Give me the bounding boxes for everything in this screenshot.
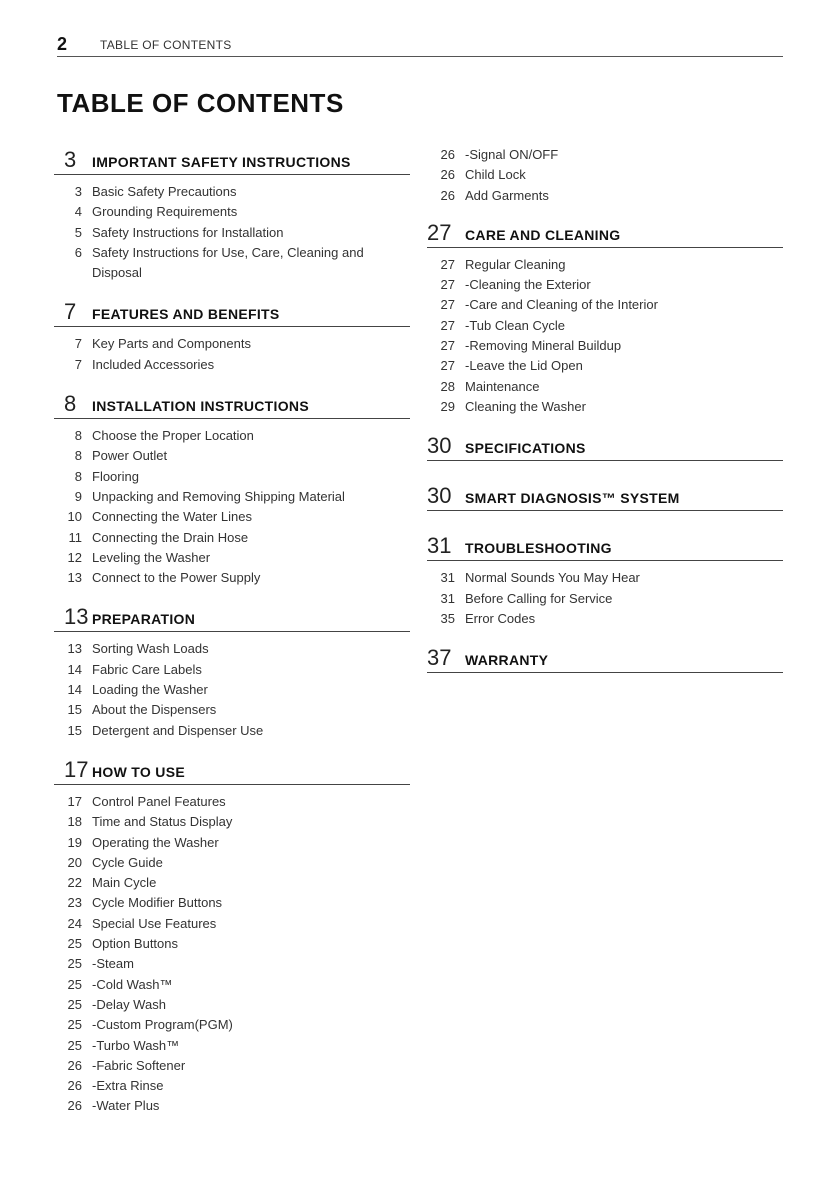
toc-entry-page: 26 bbox=[440, 147, 455, 162]
toc-entry[interactable] bbox=[54, 467, 410, 487]
toc-section bbox=[54, 757, 410, 1117]
toc-entry[interactable] bbox=[54, 812, 410, 832]
toc-entry[interactable] bbox=[54, 568, 410, 588]
toc-entry-page: 26 bbox=[67, 1078, 82, 1094]
toc-entry-title: Time and Status Display bbox=[92, 814, 233, 830]
toc-entry-title: Maintenance bbox=[465, 378, 540, 394]
toc-entry[interactable] bbox=[54, 995, 410, 1015]
toc-entry-page: 27 bbox=[440, 317, 455, 333]
toc-section-heading[interactable] bbox=[54, 604, 410, 632]
toc-section bbox=[54, 299, 410, 375]
toc-entry-page: 20 bbox=[67, 854, 82, 870]
toc-entry[interactable] bbox=[54, 446, 410, 466]
toc-entry-page: 13 bbox=[67, 570, 82, 586]
toc-section bbox=[427, 220, 783, 417]
toc-entry-page: 26 bbox=[67, 1057, 82, 1073]
toc-entry-title: -Leave the Lid Open bbox=[465, 358, 583, 374]
toc-entry-title: -Custom Program(PGM) bbox=[92, 1017, 233, 1033]
toc-entry-title: -Tub Clean Cycle bbox=[465, 317, 565, 333]
toc-entry-page: 8 bbox=[74, 428, 82, 444]
toc-entry[interactable] bbox=[427, 336, 783, 356]
toc-entry[interactable] bbox=[54, 1096, 410, 1116]
toc-entry[interactable] bbox=[54, 914, 410, 934]
toc-section-heading[interactable] bbox=[427, 645, 783, 673]
toc-entry-page: 25 bbox=[67, 976, 82, 992]
toc-entry-page: 6 bbox=[74, 244, 82, 260]
toc-entry-page: 8 bbox=[74, 468, 82, 484]
toc-entry-title: Before Calling for Service bbox=[465, 590, 613, 606]
toc-entry[interactable] bbox=[427, 186, 783, 206]
running-title: TABLE OF CONTENTS bbox=[100, 38, 232, 52]
toc-section bbox=[427, 645, 783, 673]
toc-entry-title: -Steam bbox=[92, 956, 134, 972]
toc-section bbox=[427, 483, 783, 511]
toc-section-heading[interactable] bbox=[54, 147, 410, 175]
toc-entry-page: 25 bbox=[67, 956, 82, 972]
toc-entry[interactable] bbox=[427, 356, 783, 376]
toc-entry-page: 23 bbox=[67, 895, 82, 911]
toc-entry-page: 27 bbox=[440, 256, 455, 272]
toc-entry[interactable] bbox=[54, 426, 410, 446]
toc-entry-page: 14 bbox=[67, 661, 82, 677]
toc-entry-page: 7 bbox=[74, 336, 82, 352]
toc-entry[interactable] bbox=[427, 295, 783, 315]
toc-section-heading[interactable] bbox=[427, 220, 783, 248]
toc-entry-title: Cleaning the Washer bbox=[465, 398, 586, 414]
toc-entry-page: 7 bbox=[74, 356, 82, 372]
toc-entry[interactable] bbox=[54, 954, 410, 974]
toc-section-title: CARE AND CLEANING bbox=[465, 226, 621, 243]
toc-entry-page: 22 bbox=[67, 875, 82, 891]
toc-entry[interactable] bbox=[54, 1076, 410, 1096]
toc-entry-title: -Removing Mineral Buildup bbox=[465, 338, 622, 354]
toc-entry[interactable] bbox=[54, 355, 410, 375]
toc-entry-title: Connecting the Drain Hose bbox=[92, 529, 249, 545]
toc-entry-title: Option Buttons bbox=[92, 936, 178, 952]
toc-left-column bbox=[54, 147, 410, 1133]
toc-section bbox=[54, 604, 410, 740]
toc-section-title: IMPORTANT SAFETY INSTRUCTIONS bbox=[92, 154, 351, 170]
toc-entry-page: 14 bbox=[67, 682, 82, 698]
toc-entry-title: Connect to the Power Supply bbox=[92, 570, 261, 586]
toc-entry-title: Special Use Features bbox=[92, 915, 217, 931]
toc-entry-page: 31 bbox=[440, 570, 455, 586]
toc-section-title: PREPARATION bbox=[92, 611, 196, 628]
toc-entry[interactable] bbox=[54, 223, 410, 243]
toc-entry-title: Fabric Care Labels bbox=[92, 661, 202, 677]
toc-entry-page: 18 bbox=[67, 814, 82, 830]
toc-section bbox=[54, 147, 410, 283]
toc-section-title: INSTALLATION INSTRUCTIONS bbox=[92, 398, 309, 415]
toc-entry[interactable] bbox=[54, 487, 410, 507]
toc-entry[interactable] bbox=[427, 316, 783, 336]
toc-entry-page: 19 bbox=[67, 834, 82, 850]
toc-section-heading[interactable] bbox=[54, 299, 410, 327]
toc-section-page: 7 bbox=[64, 299, 77, 325]
toc-entry-page: 12 bbox=[67, 549, 82, 565]
toc-entry-page: 31 bbox=[440, 590, 455, 606]
toc-entry-title: -Delay Wash bbox=[92, 996, 166, 1012]
toc-section-page: 3 bbox=[64, 147, 77, 172]
toc-entry-title: Operating the Washer bbox=[92, 834, 219, 850]
toc-entry-title: Add Garments bbox=[465, 187, 549, 203]
toc-section-page: 8 bbox=[64, 391, 77, 417]
toc-entry-page: 3 bbox=[74, 184, 82, 199]
toc-entry-title: -Signal ON/OFF bbox=[465, 147, 559, 162]
toc-section-heading[interactable] bbox=[427, 433, 783, 461]
toc-entry[interactable] bbox=[54, 182, 410, 202]
toc-section-page: 37 bbox=[427, 645, 452, 671]
toc-entry[interactable] bbox=[427, 255, 783, 275]
toc-entry-title: About the Dispensers bbox=[92, 702, 217, 718]
toc-entry[interactable] bbox=[54, 792, 410, 812]
toc-entry-page: 27 bbox=[440, 338, 455, 354]
toc-entry-page: 25 bbox=[67, 936, 82, 952]
toc-entry-title: Unpacking and Removing Shipping Material bbox=[92, 488, 345, 504]
toc-entry-page: 10 bbox=[67, 509, 82, 525]
toc-entry[interactable] bbox=[54, 548, 410, 568]
toc-entry[interactable] bbox=[54, 680, 410, 700]
toc-entry-title: Cycle Guide bbox=[92, 854, 163, 870]
toc-entry[interactable] bbox=[54, 721, 410, 741]
toc-entry-title: -Care and Cleaning of the Interior bbox=[465, 297, 658, 313]
toc-section-title: SPECIFICATIONS bbox=[465, 440, 586, 457]
toc-entry-page: 25 bbox=[67, 1037, 82, 1053]
toc-entry[interactable] bbox=[427, 145, 783, 165]
toc-entry[interactable] bbox=[427, 275, 783, 295]
toc-entry-title: Detergent and Dispenser Use bbox=[92, 722, 264, 738]
toc-entry-title: Grounding Requirements bbox=[92, 204, 238, 220]
toc-entry-page: 26 bbox=[67, 1098, 82, 1114]
toc-entry-title: Basic Safety Precautions bbox=[92, 184, 237, 199]
toc-section-heading[interactable] bbox=[427, 483, 783, 511]
toc-entry-page: 15 bbox=[67, 702, 82, 718]
toc-entry-title: -Water Plus bbox=[92, 1098, 160, 1114]
toc-entry[interactable] bbox=[427, 165, 783, 185]
toc-entry[interactable] bbox=[54, 853, 410, 873]
toc-entry-title: Flooring bbox=[92, 468, 139, 484]
toc-entry-page: 29 bbox=[440, 398, 455, 414]
toc-section-page: 27 bbox=[427, 219, 452, 245]
toc-section-title: WARRANTY bbox=[465, 652, 549, 669]
toc-entry-page: 9 bbox=[74, 488, 82, 504]
toc-entry-page: 8 bbox=[74, 448, 82, 464]
toc-section-heading[interactable] bbox=[427, 533, 783, 561]
toc-entry[interactable] bbox=[54, 528, 410, 548]
toc-entry-page: 26 bbox=[440, 167, 455, 183]
toc-entry[interactable] bbox=[427, 568, 783, 588]
toc-entry-page: 27 bbox=[440, 297, 455, 313]
toc-entry-page: 15 bbox=[67, 722, 82, 738]
document-title: TABLE OF CONTENTS bbox=[57, 88, 344, 118]
toc-entry-title: Choose the Proper Location bbox=[92, 428, 254, 444]
toc-entry-title: Error Codes bbox=[465, 610, 536, 626]
toc-entry-title: Safety Instructions for Use, Care, Cleaning and Disposal bbox=[92, 244, 364, 281]
toc-section-title: SMART DIAGNOSIS™ SYSTEM bbox=[465, 490, 680, 507]
toc-entry-title: Key Parts and Components bbox=[92, 336, 251, 352]
toc-entry[interactable] bbox=[54, 934, 410, 954]
toc-entry[interactable] bbox=[54, 975, 410, 995]
toc-entry-title: Normal Sounds You May Hear bbox=[465, 570, 640, 586]
toc-continued-entries bbox=[427, 145, 783, 206]
toc-entry-page: 25 bbox=[67, 1017, 82, 1033]
toc-right-column bbox=[427, 145, 783, 695]
toc-entry-page: 17 bbox=[67, 793, 82, 809]
toc-entry-title: -Extra Rinse bbox=[92, 1078, 164, 1094]
toc-entry-title: -Fabric Softener bbox=[92, 1057, 186, 1073]
toc-entry-title: Connecting the Water Lines bbox=[92, 509, 252, 525]
toc-entry-title: Control Panel Features bbox=[92, 793, 226, 809]
toc-section-page: 30 bbox=[427, 433, 452, 459]
toc-section-title: HOW TO USE bbox=[92, 763, 185, 780]
toc-section-page: 13 bbox=[64, 604, 89, 630]
toc-entry[interactable] bbox=[54, 833, 410, 853]
toc-entry-page: 25 bbox=[67, 996, 82, 1012]
toc-entry-title: -Cleaning the Exterior bbox=[465, 277, 591, 293]
toc-entry-page: 5 bbox=[74, 224, 82, 240]
toc-entry-title: Regular Cleaning bbox=[465, 256, 566, 272]
toc-entry-title: Cycle Modifier Buttons bbox=[92, 895, 223, 911]
toc-entry-title: Included Accessories bbox=[92, 356, 215, 372]
toc-entry[interactable] bbox=[54, 700, 410, 720]
toc-section-page: 30 bbox=[427, 483, 452, 509]
toc-entry[interactable] bbox=[54, 1056, 410, 1076]
toc-section-page: 31 bbox=[427, 533, 452, 559]
toc-section-title: FEATURES AND BENEFITS bbox=[92, 306, 280, 323]
toc-entry-title: Loading the Washer bbox=[92, 682, 208, 698]
toc-section bbox=[427, 433, 783, 461]
toc-entry[interactable] bbox=[54, 893, 410, 913]
toc-entry-title: Child Lock bbox=[465, 167, 526, 183]
toc-entry-title: Sorting Wash Loads bbox=[92, 641, 209, 657]
toc-section-heading[interactable] bbox=[54, 391, 410, 419]
toc-section bbox=[427, 533, 783, 629]
toc-entry[interactable] bbox=[427, 397, 783, 417]
toc-entry-title: -Cold Wash™ bbox=[92, 976, 173, 992]
toc-entry-title: Main Cycle bbox=[92, 875, 157, 891]
toc-entry-page: 28 bbox=[440, 378, 455, 394]
toc-entry-title: Power Outlet bbox=[92, 448, 168, 464]
running-header bbox=[57, 34, 783, 57]
page-number: 2 bbox=[57, 34, 68, 54]
toc-entry-page: 11 bbox=[68, 529, 82, 545]
toc-entry[interactable] bbox=[427, 589, 783, 609]
toc-entry[interactable] bbox=[54, 1036, 410, 1056]
toc-section bbox=[54, 391, 410, 588]
toc-entry[interactable] bbox=[54, 243, 410, 284]
toc-entry-page: 27 bbox=[440, 277, 455, 293]
toc-entry[interactable] bbox=[54, 202, 410, 222]
toc-entry-title: -Turbo Wash™ bbox=[92, 1037, 180, 1053]
toc-entry[interactable] bbox=[54, 873, 410, 893]
toc-entry-page: 4 bbox=[74, 204, 82, 220]
toc-section-heading[interactable] bbox=[54, 757, 410, 785]
toc-section-page: 17 bbox=[64, 756, 89, 782]
toc-entry[interactable] bbox=[427, 609, 783, 629]
toc-entry[interactable] bbox=[54, 1015, 410, 1035]
toc-entry-title: Safety Instructions for Installation bbox=[92, 224, 284, 240]
toc-entry-page: 35 bbox=[440, 610, 455, 626]
toc-entry-page: 13 bbox=[67, 641, 82, 657]
toc-entry-page: 27 bbox=[440, 358, 455, 374]
toc-entry[interactable] bbox=[54, 639, 410, 659]
toc-entry-page: 24 bbox=[67, 915, 82, 931]
toc-right-sections bbox=[427, 220, 783, 673]
toc-entry[interactable] bbox=[54, 507, 410, 527]
toc-section-title: TROUBLESHOOTING bbox=[465, 540, 612, 557]
toc-entry[interactable] bbox=[54, 334, 410, 354]
toc-entry-title: Leveling the Washer bbox=[92, 549, 211, 565]
toc-entry[interactable] bbox=[54, 660, 410, 680]
toc-entry-page: 26 bbox=[440, 187, 455, 203]
toc-entry[interactable] bbox=[427, 377, 783, 397]
